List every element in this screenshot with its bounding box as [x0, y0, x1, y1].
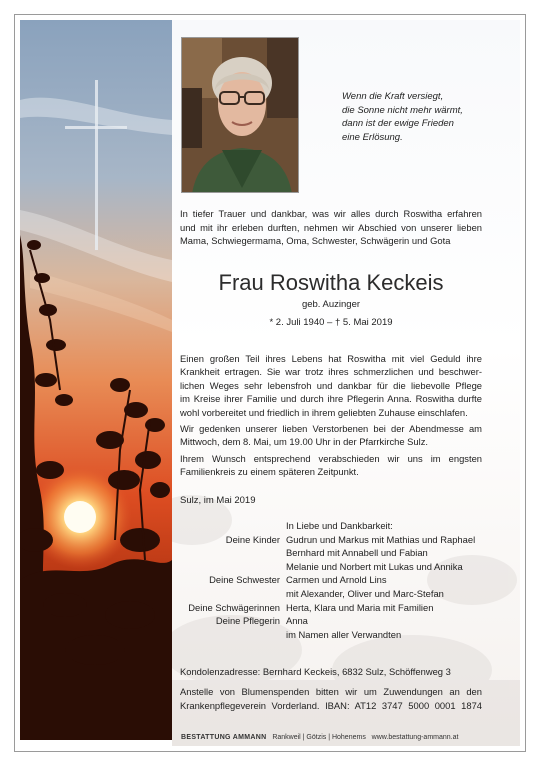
intro-text [180, 207, 482, 248]
footer-brand: BESTATTUNG AMMANN [181, 734, 267, 741]
paragraph-line: Ihrem Wunsch entsprechend verabschieden wir uns im engsten [180, 453, 482, 464]
poem-line: die Sonne nicht mehr wärmt, [342, 104, 463, 116]
life-dates: * 2. Juli 1940 – † 5. Mai 2019 [269, 317, 393, 328]
mourner-label [180, 560, 286, 574]
paragraph-life [180, 352, 482, 419]
mourner-row [180, 533, 490, 547]
paragraph-line: im Kreise ihrer Familie und durch ihre Pflegerin Anna. Roswitha durfte [180, 393, 482, 405]
intro-line: Mama, Schwiegermama, Oma, Schwester, Schwägerin und Gota [180, 235, 451, 247]
mourner-row [180, 587, 490, 601]
mourner-names: im Namen aller Verwandten [286, 628, 402, 640]
mourner-label: Deine Pflegerin [215, 615, 280, 627]
paragraph-line: Familienkreis zu einem späteren Zeitpunkt. [180, 466, 359, 478]
mourner-row [180, 601, 490, 615]
paragraph-line: Einen großen Teil ihres Lebens hat Roswitha mit viel Geduld ihre [180, 353, 482, 364]
mourner-names: In Liebe und Dankbarkeit: [286, 520, 393, 531]
paragraph-line: Mittwoch, dem 8. Mai, um 19.00 Uhr in der Pfarrkirche Sulz. [180, 436, 429, 448]
mourners-list [180, 519, 490, 641]
mourner-row [180, 519, 490, 533]
birth-name: geb. Auzinger [301, 299, 361, 310]
paragraph-mass [180, 422, 482, 449]
mourner-row [180, 628, 490, 642]
place-date: Sulz, im Mai 2019 [180, 495, 256, 506]
mourner-label: Deine Schwester [209, 574, 280, 586]
mourner-label [180, 628, 286, 642]
footer [181, 734, 458, 741]
footer-website[interactable]: www.bestattung-ammann.at [371, 734, 459, 741]
mourner-names: mit Alexander, Oliver und Marc-Stefan [286, 587, 444, 599]
mourner-label [180, 546, 286, 560]
paragraph-farewell [180, 452, 482, 479]
mourner-names: Carmen und Arnold Lins [286, 574, 387, 586]
mourner-label: Deine Schwägerinnen [188, 601, 280, 613]
mourner-names: Melanie und Norbert mit Lukas und Annika [286, 560, 463, 572]
donation-line: Krankenpflegeverein Vorderland. IBAN: AT12 3747 5000 0001 1874 [180, 699, 482, 711]
poem-line: dann ist der ewige Frieden [342, 118, 454, 129]
sunset-photo [20, 20, 172, 740]
portrait-photo [181, 37, 299, 193]
intro-line: und mit ihr erleben durften, nehmen wir Abschied von unserer lieben [180, 221, 482, 233]
mourner-names: Bernhard mit Annabell und Fabian [286, 547, 428, 559]
paragraph-line: lichen Weges sehr lebensfroh und dankbar für die liebevolle Pflege [180, 379, 482, 391]
deceased-name: Frau Roswitha Keckeis [218, 270, 444, 295]
poem-line: eine Erlösung. [342, 131, 403, 143]
mourner-row [180, 546, 490, 560]
paragraph-line: Wir gedenken unserer lieben Verstorbenen bei der Abendmesse am [180, 423, 482, 434]
poem-line: Wenn die Kraft versiegt, [342, 91, 444, 102]
mourner-row [180, 573, 490, 587]
mourner-row [180, 560, 490, 574]
mourner-names: Gudrun und Markus mit Mathias und Raphael [286, 533, 476, 545]
mourner-label [180, 519, 286, 533]
paragraph-line: wohl vorbereitet und friedlich in ihrem geliebten Zuhause einschlafen. [180, 406, 468, 418]
donation-line: Anstelle von Blumenspenden bitten wir um Zuwendungen an den [180, 686, 482, 697]
mourner-row [180, 614, 490, 628]
paragraph-line: Krankheit ertragen. Sie war trotz ihres schmerzlichen und beschwer- [180, 366, 482, 378]
footer-locations: Rankweil | Götzis | Hohenems [272, 734, 366, 741]
mourner-label [180, 587, 286, 601]
intro-line: In tiefer Trauer und dankbar, was wir alles durch Roswitha erfahren [180, 208, 482, 219]
mourner-names: Herta, Klara und Maria mit Familien [286, 601, 434, 613]
poem [342, 90, 463, 144]
mourner-names: Anna [286, 615, 308, 627]
mourner-label: Deine Kinder [225, 533, 280, 545]
condolence-address: Kondolenzadresse: Bernhard Keckeis, 6832 Sulz, Schöffenweg 3 [180, 666, 451, 677]
donation-note [180, 685, 482, 712]
